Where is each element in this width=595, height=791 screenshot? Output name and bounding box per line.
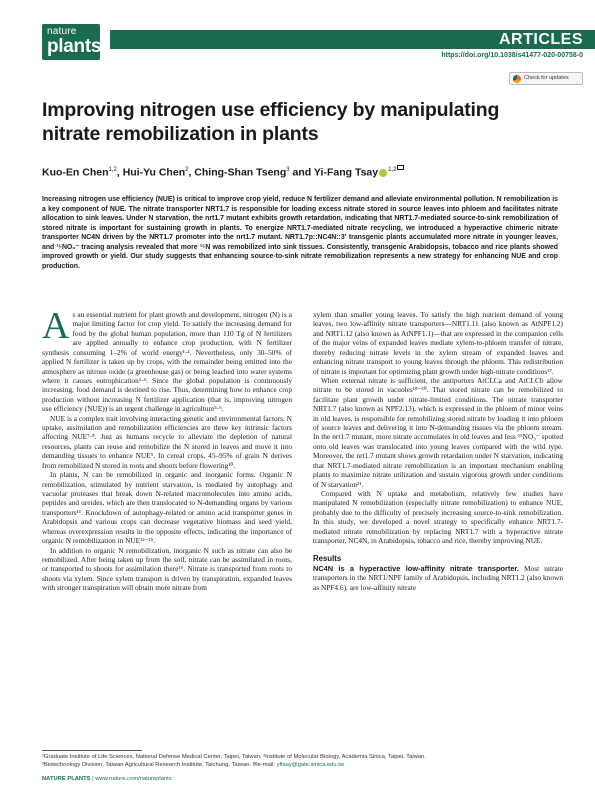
logo-bottom-text: plants — [47, 36, 102, 57]
affiliation-line-2 — [42, 761, 562, 769]
body-paragraph — [42, 305, 292, 414]
results-text: Most nitrate transporters in the NRT1/NPF family of Arabidopsis, including NRT1.2 (also known as NPF4.6), are low-affinity nitrate — [313, 563, 563, 592]
footnote-divider — [42, 750, 142, 751]
author-affil: 1,2 — [108, 167, 117, 173]
body-paragraph: NUE is a complex trait involving interacting genetic and environmental factors. N uptake, assimilation and remobilization efficiencies are three key intrinsic factors affecting NUE⁷·⁸. Just as humans recycle to alleviate the depletion of natural resources, plants can reuse and remobilize the N stored in leaves and move it into demanding tissues to enhance NUE⁹. In cereal crops, 45–95% of grain N derives from remobilized N stored in roots and shoots before flowering¹⁰. — [42, 413, 292, 470]
section-label: ARTICLES — [499, 31, 583, 48]
body-column-right — [313, 310, 563, 592]
updates-label: Check for updates — [524, 75, 569, 81]
paragraph-text: s an essential nutrient for plant growth and development, nitrogen (N) is a major limiting factor for crop yield. To satisfy the increasing demand for food by the global human population, more than 110 Tg of N fertilizers are applied annually to enhance crop production, with N fertilizer synthesis consuming 1–2% of world energy¹·². Nevertheless, only 30–50% of applied N fertilizer is taken up by crops, with the remainder being emitted into the atmosphere as nitrous oxide (a greenhouse gas) or being leached into water systems where it causes eutrophication³·⁴. Since the global population is continuously increasing, food demand is destined to rise. Thus, determining how to enhance crop production without increasing N fertilizer application (that is, improving nitrogen use efficiency (NUE)) is an urgent challenge in agriculture⁵·⁶. — [42, 310, 292, 414]
journal-logo[interactable] — [42, 24, 100, 60]
journal-header — [0, 0, 595, 81]
section-bar — [110, 30, 595, 49]
affiliation-line-1: ¹Graduate Institute of Life Sciences, National Defense Medical Center, Taipei, Taiwan. ²Institute of Molecular Biology, Academia Sinica, Taipei, Taiwan. — [42, 754, 426, 760]
article-title: Improving nitrogen use efficiency by manipulating nitrate remobilization in plants — [42, 99, 500, 145]
results-heading: Results — [313, 553, 342, 563]
check-for-updates-button[interactable] — [509, 72, 583, 85]
orcid-icon[interactable] — [379, 169, 387, 177]
footer-separator: | — [90, 776, 96, 782]
footer-journal: NATURE PLANTS — [42, 776, 91, 782]
results-paragraph — [313, 564, 563, 592]
author-affil: 3 — [286, 167, 290, 173]
page-footer — [42, 776, 562, 782]
abstract: Increasing nitrogen use efficiency (NUE) is critical to improve crop yield, reduce N fertilizer demand and alleviate environmental pollution. N remobilization is a key component of NUE. The nitrate transporter NRT1.7 is responsible for loading excess nitrate stored in source leaves into phloem and facilitates nitrate allocation to sink leaves. Under N starvation, the nrt1.7 mutant exhibits growth retardation, indicating that NRT1.7-mediated source-to-sink remobilization of stored nitrate is important for sustaining growth in plants. To energize NRT1.7-mediated nitrate recycling, we introduced a hyperactive chimeric nitrate transporter NC4N driven by the NRT1.7 promoter into the nrt1.7 mutant. NRT1.7p::NC4N::3' transgenic plants accumulated more nitrate in younger leaves, and ¹⁵NO₃⁻ tracing analysis revealed that more ¹⁵N was remobilized into sink tissues. Consistently, transgenic Arabidopsis, tobacco and rice plants showed improved growth or yield. Our study suggests that enhancing source-to-sink nitrate remobilization represents a new strategy for enhancing NUE and crop production. — [42, 196, 558, 270]
author-name[interactable]: Ching-Shan Tseng — [194, 166, 287, 179]
email-link[interactable]: yftsay@gate.sinica.edu.tw — [276, 762, 345, 769]
logo-top-text: nature — [47, 26, 77, 37]
author-list: Kuo-En Chen$^{1,2}$, Hui-Yu Chen$^2$, Ching-Shan Tseng$^3$ and Yi-Fang Tsay $^{1,2}$ — [42, 166, 562, 179]
drop-cap: A — [42, 305, 70, 347]
body-column-left — [42, 305, 292, 593]
footer-url[interactable]: www.nature.com/natureplants — [95, 776, 172, 782]
affiliation-text: ³Biotechnology Division, Taiwan Agricultural Research Institute, Taichung, Taiwan. ✉e-mail: — [42, 762, 277, 769]
doi-link[interactable]: https://doi.org/10.1038/s41477-020-00758-0 — [441, 52, 583, 59]
updates-icon — [513, 75, 521, 83]
author-name[interactable]: Kuo-En Chen — [42, 166, 109, 179]
body-paragraph: In addition to organic N remobilization, inorganic N such as nitrate can also be remobilized. After being taken up from the soil, nitrate can be assimilated in roots, or transported to shoots for assimilation there¹⁶. Nitrate is transported from roots to shoots via xylem. Since xylem transport is driven by transpiration, expanded leaves with stronger transpiration will obtain more nitrate from — [42, 545, 292, 593]
body-paragraph: xylem than smaller young leaves. To satisfy the high nutrient demand of young leaves, two low-affinity nitrate transporters—NRT1.11 (also known as AtNPF1.2) and NRT1.12 (also known as AtNPF1.1)—that are expressed in the companion cells of the major veins of expanded leaves mediate xylem-to-phloem transfer of nitrate, thereby reducing nitrate levels in the xylem stream of expanded leaves and enhancing nitrate transport to young leaves through the phloem. This redistribution of nitrate is important for optimizing plant growth under high-nitrate conditions¹⁷. — [313, 310, 563, 376]
email-icon[interactable] — [397, 165, 404, 170]
author-affil: 2 — [185, 167, 189, 173]
results-run-head: NC4N is a hyperactive low-affinity nitrate transporter. — [313, 563, 519, 573]
body-paragraph: Compared with N uptake and metabolism, relatively few studies have manipulated N remobilization (especially nitrate remobilization) to enhance NUE, probably due to the difficulty of precisely increasing source-to-sink remobilization. In this study, we developed a novel strategy to specifically enhance NRT1.7-mediated nitrate remobilization by replacing NRT1.7 with a hyperactive nitrate transporter, NC4N, in Arabidopsis, tobacco and rice, thereby improving NUE. — [313, 489, 563, 546]
author-affil: 1,2 — [388, 167, 397, 173]
author-name[interactable]: Hui-Yu Chen — [122, 166, 186, 179]
body-paragraph: When external nitrate is sufficient, the antiporters AtCLCa and AtCLCb allow nitrate to be stored in vacuoles¹⁸⁻²⁰. That stored nitrate can be remobilized to facilitate plant growth under nitrate-limited conditions. The nitrate transporter NRT1.7 (also known as NPF2.13), which is expressed in the phloem of minor veins in old leaves, is responsible for remobilizing stored nitrate by loading it into phloem of source leaves and delivering it into N-demanding tissues via the phloem stream. In the nrt1.7 mutant, more nitrate accumulates in old leaves and less ¹⁵NO₃⁻ spotted onto old leaves was translocated into young leaves compared with the wild type. Moreover, the nrt1.7 mutant shows growth retardation under N starvation, indicating that NRT1.7-mediated nitrate remobilization is an important mechanism enabling plants to maximize nitrate utilization and sustain vigorous growth under conditions of N starvation²¹. — [313, 375, 563, 489]
affiliations — [42, 753, 562, 770]
body-paragraph: In plants, N can be remobilized in organic and inorganic forms. Organic N remobilization, stimulated by nutrient starvation, is mediated by autophagy and vacuolar proteases that break down N-related macromolecules into amino acids, peptides and ureides, which are then translocated to N-demanding organs by various transporters¹¹. Knockdown of autophagy-related or amino acid transporter genes in Arabidopsis and various crops can decrease vegetative biomass and seed yield, whereas overexpression results in the opposite effects, indicating the importance of organic N remobilization in NUE¹²⁻¹⁵. — [42, 470, 292, 546]
author-name[interactable]: Yi-Fang Tsay — [313, 166, 379, 179]
